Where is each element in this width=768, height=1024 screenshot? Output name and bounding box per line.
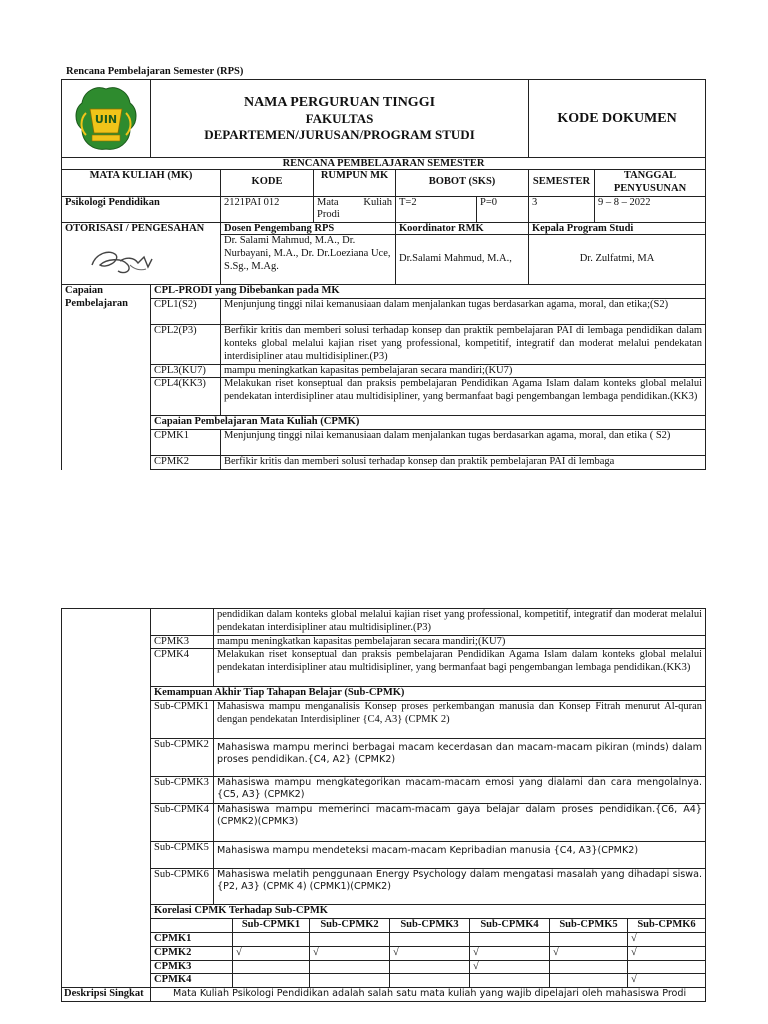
- korelasi-cell: [390, 932, 470, 946]
- cpl-text: mampu meningkatkan kapasitas pembelajaran secara mandiri;(KU7): [221, 364, 706, 378]
- signature-cell: [62, 235, 221, 285]
- korelasi-col-header: Sub-CPMK1: [233, 919, 310, 933]
- institution-name: NAMA PERGURUAN TINGGI: [243, 94, 436, 110]
- subcpmk-code: Sub-CPMK4: [151, 804, 214, 842]
- credit-theory: T=2: [396, 196, 477, 223]
- cpmk-code: CPMK3: [151, 635, 214, 649]
- course-date: 9 – 8 – 2022: [595, 196, 706, 223]
- korelasi-col-header: Sub-CPMK2: [310, 919, 390, 933]
- cpl-code: CPL1(S2): [151, 299, 221, 325]
- course-rumpun: Mata Kuliah Prodi: [314, 196, 396, 223]
- cpl-code: CPL2(P3): [151, 325, 221, 364]
- capaian-label: Capaian Pembelajaran: [62, 285, 151, 470]
- korelasi-cell: [550, 960, 628, 974]
- subcpmk-text: Mahasiswa mampu menganalisis Konsep proses perkembangan manusia dan Konsep Fitrah menurut Al-quran dengan pendekatan Interdisipliner {C4, A3} (CPMK 2): [214, 701, 706, 739]
- korelasi-row-label: CPMK3: [151, 960, 233, 974]
- cpmk-text: mampu meningkatkan kapasitas pembelajaran secara mandiri;(KU7): [214, 635, 706, 649]
- korelasi-cell: √: [470, 946, 550, 960]
- korelasi-row-label: CPMK2: [151, 946, 233, 960]
- subcpmk-text: Mahasiswa mampu mengkategorikan macam-macam emosi yang dialami dan cara mengolalnya. {C5, A3} (CPMK2): [214, 777, 706, 804]
- col-semester: SEMESTER: [529, 170, 595, 197]
- cpmk-header: Capaian Pembelajaran Mata Kuliah (CPMK): [151, 416, 706, 430]
- korelasi-cell: [470, 932, 550, 946]
- korelasi-cell: [233, 932, 310, 946]
- cpmk-code-empty: [151, 609, 214, 636]
- document-label: Rencana Pembelajaran Semester (RPS): [66, 66, 244, 77]
- koordinator-label: Koordinator RMK: [396, 223, 529, 235]
- signature-image: [62, 235, 217, 283]
- subcpmk-text: Mahasiswa melatih penggunaan Energy Psychology dalam mengatasi masalah yang dihadapi siswa. {P2, A3} (CPMK 4) (CPMK1)(CPMK2): [214, 869, 706, 905]
- col-kode: KODE: [221, 170, 314, 197]
- korelasi-row-label: CPMK4: [151, 974, 233, 988]
- korelasi-cell: [310, 960, 390, 974]
- logo-cell: [62, 80, 151, 158]
- col-rumpun: RUMPUN MK: [314, 170, 396, 197]
- korelasi-cell: √: [628, 932, 706, 946]
- korelasi-cell: [390, 960, 470, 974]
- subcpmk-text: Mahasiswa mampu mendeteksi macam-macam Kepribadian manusia {C4, A3}(CPMK2): [214, 842, 706, 869]
- korelasi-cell: √: [310, 946, 390, 960]
- cpl-text: Melakukan riset konseptual dan praksis pembelajaran Pendidikan Agama Islam dalam konteks global melalui pendekatan interdisipliner atau multidisipliner, yang bermanfaat bagi pengembangan lembaga pendidikan.(KK3): [221, 378, 706, 416]
- cpmk-text-continued: pendidikan dalam konteks global melalui kajian riset yang professional, kompetitif, integratif dan moderat melalui pendekatan interdisipliner atau multidisipliner.(P3): [214, 609, 706, 636]
- korelasi-cell: √: [233, 946, 310, 960]
- korelasi-cell: √: [550, 946, 628, 960]
- korelasi-cell: [628, 960, 706, 974]
- cpl-text: Berfikir kritis dan memberi solusi terhadap konsep dan praktik pembelajaran PAI di lembaga pendidikan dalam konteks global melalui kajian riset yang professional, kompetitif, integratif dan moderat melalui pendekatan interdisipliner atau multidisipliner.(P3): [221, 325, 706, 364]
- department-label: DEPARTEMEN/JURUSAN/PROGRAM STUDI: [204, 126, 475, 142]
- subcpmk-code: Sub-CPMK3: [151, 777, 214, 804]
- institution-header: [151, 80, 529, 158]
- korelasi-cell: [550, 932, 628, 946]
- deskripsi-label: Deskripsi Singkat: [62, 988, 151, 1002]
- cpmk-code: CPMK1: [151, 430, 221, 456]
- col-mata-kuliah: MATA KULIAH (MK): [62, 170, 221, 197]
- rps-table-page-2: [61, 608, 706, 1002]
- cpl-header: CPL-PRODI yang Dibebankan pada MK: [151, 285, 706, 299]
- dosen-label: Dosen Pengembang RPS: [221, 223, 396, 235]
- korelasi-cell: [390, 974, 470, 988]
- document-code: KODE DOKUMEN: [529, 80, 706, 158]
- korelasi-cell: [310, 932, 390, 946]
- korelasi-cell: [233, 974, 310, 988]
- col-bobot: BOBOT (SKS): [396, 170, 529, 197]
- course-code: 2121PAI 012: [221, 196, 314, 223]
- col-tanggal: TANGGAL PENYUSUNAN: [595, 170, 706, 197]
- korelasi-cell: [233, 960, 310, 974]
- course-semester: 3: [529, 196, 595, 223]
- cpmk-text: Melakukan riset konseptual dan praksis pembelajaran Pendidikan Agama Islam dalam konteks global melalui pendekatan interdisipliner atau multidisipliner, yang bermanfaat bagi pengembangan lembaga pendidikan.(KK3): [214, 649, 706, 687]
- subcpmk-header: Kemampuan Akhir Tiap Tahapan Belajar (Sub-CPMK): [151, 687, 706, 701]
- korelasi-col-header: Sub-CPMK3: [390, 919, 470, 933]
- korelasi-corner: [151, 919, 233, 933]
- korelasi-cell: [550, 974, 628, 988]
- uin-logo: [62, 81, 151, 157]
- cpmk-text: Menjunjung tinggi nilai kemanusiaan dalam menjalankan tugas berdasarkan agama, moral, dan etika ( S2): [221, 430, 706, 456]
- korelasi-cell: √: [470, 960, 550, 974]
- subcpmk-code: Sub-CPMK5: [151, 842, 214, 869]
- subcpmk-code: Sub-CPMK1: [151, 701, 214, 739]
- subcpmk-text: Mahasiswa mampu memerinci macam-macam gaya belajar dalam proses pendidikan.{C6, A4} (CPMK2)(CPMK3): [214, 804, 706, 842]
- course-name: Psikologi Pendidikan: [62, 196, 221, 223]
- korelasi-cell: [470, 974, 550, 988]
- subcpmk-code: Sub-CPMK2: [151, 739, 214, 777]
- cpmk-code: CPMK2: [151, 456, 221, 470]
- korelasi-col-header: Sub-CPMK5: [550, 919, 628, 933]
- capaian-continued: [62, 609, 151, 988]
- korelasi-cell: √: [628, 974, 706, 988]
- otorisasi-label: OTORISASI / PENGESAHAN: [62, 223, 221, 235]
- faculty-label: FAKULTAS: [305, 111, 374, 127]
- koordinator-name: Dr.Salami Mahmud, M.A.,: [396, 235, 529, 285]
- kaprodi-label: Kepala Program Studi: [529, 223, 706, 235]
- korelasi-cell: [310, 974, 390, 988]
- cpmk-code: CPMK4: [151, 649, 214, 687]
- cpl-code: CPL4(KK3): [151, 378, 221, 416]
- cpmk-text: Berfikir kritis dan memberi solusi terhadap konsep dan praktik pembelajaran PAI di lembaga: [221, 456, 706, 470]
- svg-text:UIN: UIN: [94, 112, 118, 126]
- cpl-code: CPL3(KU7): [151, 364, 221, 378]
- korelasi-cell: √: [628, 946, 706, 960]
- korelasi-col-header: Sub-CPMK6: [628, 919, 706, 933]
- korelasi-header: Korelasi CPMK Terhadap Sub-CPMK: [151, 905, 706, 919]
- credit-practice: P=0: [477, 196, 529, 223]
- kaprodi-name: Dr. Zulfatmi, MA: [529, 235, 706, 285]
- rps-title: RENCANA PEMBELAJARAN SEMESTER: [62, 158, 706, 170]
- korelasi-col-header: Sub-CPMK4: [470, 919, 550, 933]
- subcpmk-code: Sub-CPMK6: [151, 869, 214, 905]
- deskripsi-text: Mata Kuliah Psikologi Pendidikan adalah salah satu mata kuliah yang wajib dipelajari oleh mahasiswa Prodi: [151, 988, 706, 1002]
- korelasi-cell: √: [390, 946, 470, 960]
- dosen-names: Dr. Salami Mahmud, M.A., Dr. Nurbayani, M.A., Dr. Dr.Loeziana Uce, S.Sg., M.Ag.: [221, 235, 396, 285]
- cpl-text: Menjunjung tinggi nilai kemanusiaan dalam menjalankan tugas berdasarkan agama, moral, dan etika;(S2): [221, 299, 706, 325]
- subcpmk-text: Mahasiswa mampu merinci berbagai macam kecerdasan dan macam-macam pikiran (minds) dalam proses pendidikan.{C4, A2} (CPMK2): [214, 739, 706, 777]
- korelasi-row-label: CPMK1: [151, 932, 233, 946]
- rps-table-page-1: [61, 79, 706, 470]
